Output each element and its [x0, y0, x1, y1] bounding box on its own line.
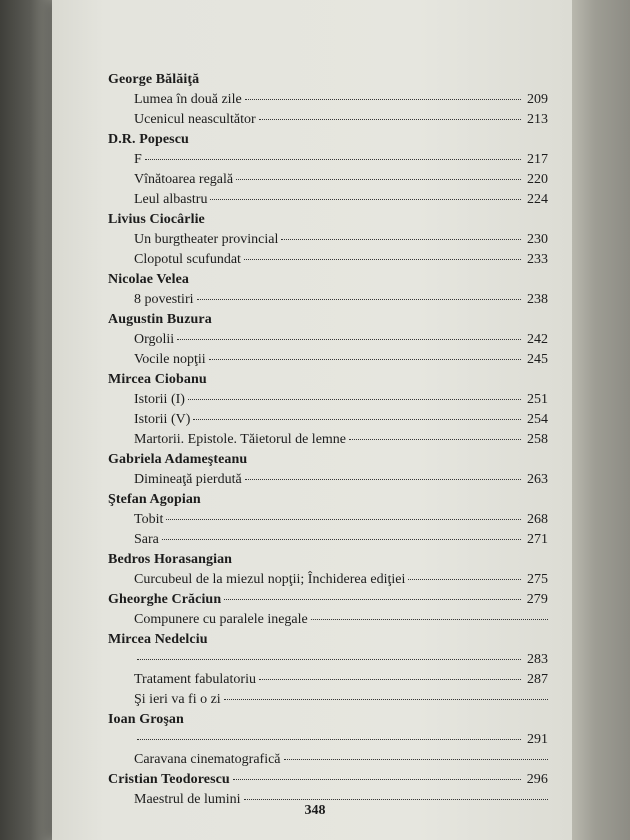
leader-dots [188, 399, 521, 400]
toc-entry [108, 470, 548, 490]
toc-entry [108, 650, 548, 670]
toc-entry [108, 750, 548, 770]
leader-dots [259, 119, 521, 120]
toc-entry [108, 570, 548, 590]
toc-entry [108, 390, 548, 410]
toc-entry-title: Lumea în două zile [134, 92, 242, 107]
toc-entry-title: Martorii. Epistole. Tăietorul de lemne [134, 432, 347, 447]
toc-author: Mircea Nedelciu [108, 632, 208, 647]
toc-entry-title: Tobit [134, 512, 164, 527]
toc-page-number: 263 [527, 472, 548, 487]
toc-author-name: Cristian Teodorescu [108, 772, 230, 787]
toc-entry [108, 430, 548, 450]
toc-entry [108, 330, 548, 350]
toc-entry-title: Tratament fabulatoriu [134, 672, 256, 687]
leader-dots [311, 619, 548, 620]
toc-entry [108, 90, 548, 110]
toc-author: Ioan Groşan [108, 712, 184, 727]
toc-entry-title: F [134, 152, 142, 167]
leader-dots [245, 479, 521, 480]
toc-entry-title: Vocile nopţii [134, 352, 206, 367]
toc-entry [108, 250, 548, 270]
toc-author: George Bălăiţă [108, 72, 200, 87]
toc-page-number: 224 [527, 192, 548, 207]
toc-entry [108, 670, 548, 690]
toc-entry [108, 350, 548, 370]
toc-entry-title: Clopotul scufundat [134, 252, 241, 267]
leader-dots [137, 659, 521, 660]
toc-entry-title: Leul albastru [134, 192, 208, 207]
leader-dots [224, 599, 521, 600]
toc-page-number: 283 [527, 652, 548, 667]
toc-entry [108, 150, 548, 170]
toc-author: Ştefan Agopian [108, 492, 201, 507]
leader-dots [166, 519, 521, 520]
table-of-contents [108, 70, 548, 810]
toc-page-number: 213 [527, 112, 548, 127]
toc-author: Bedros Horasangian [108, 552, 233, 567]
leader-dots [210, 199, 521, 200]
toc-page-number: 291 [527, 732, 548, 747]
toc-page-number: 268 [527, 512, 548, 527]
toc-page-number: 209 [527, 92, 548, 107]
leader-dots [177, 339, 521, 340]
toc-entry-title: Orgolii [134, 332, 175, 347]
toc-entry [108, 610, 548, 630]
toc-author: Mircea Ciobanu [108, 372, 207, 387]
toc-page-number: 258 [527, 432, 548, 447]
leader-dots [233, 779, 521, 780]
toc-entry-title: 8 povestiri [134, 292, 194, 307]
toc-page-number: 296 [526, 772, 548, 787]
page-number: 348 [304, 803, 326, 818]
toc-entry-title: Maestrul de lumini [134, 792, 241, 807]
toc-page-number: 242 [527, 332, 548, 347]
toc-page-number: 271 [527, 532, 548, 547]
leader-dots [245, 99, 521, 100]
toc-page-number: 251 [527, 392, 548, 407]
toc-author-name: Gheorghe Crăciun [108, 592, 222, 607]
toc-entry [108, 230, 548, 250]
toc-entry [108, 530, 548, 550]
leader-dots [284, 759, 548, 760]
toc-author: D.R. Popescu [108, 132, 189, 147]
leader-dots [145, 159, 521, 160]
toc-entry-title: Un burgtheater provincial [134, 232, 279, 247]
toc-entry-title: Dimineaţă pierdută [134, 472, 242, 487]
toc-entry-title: Caravana cinematografică [134, 752, 281, 767]
toc-page-number: 217 [527, 152, 548, 167]
leader-dots [162, 539, 521, 540]
toc-page-number: 275 [527, 572, 548, 587]
book-spine-shadow [0, 0, 52, 840]
toc-author: Livius Ciocârlie [108, 212, 205, 227]
toc-entry [108, 410, 548, 430]
toc-author: Gabriela Adameşteanu [108, 452, 248, 467]
toc-entry [108, 170, 548, 190]
toc-author [108, 590, 548, 610]
toc-entry-title: Sara [134, 532, 159, 547]
toc-page-number: 287 [527, 672, 548, 687]
leader-dots [193, 419, 521, 420]
toc-author [108, 770, 548, 790]
page-edges [572, 0, 630, 840]
toc-entry-title: Compunere cu paralele inegale [134, 612, 308, 627]
toc-entry [108, 690, 548, 710]
leader-dots [236, 179, 521, 180]
toc-entry-title: Istorii (V) [134, 412, 191, 427]
toc-entry [108, 110, 548, 130]
toc-entry [108, 290, 548, 310]
leader-dots [408, 579, 521, 580]
leader-dots [244, 799, 548, 800]
leader-dots [259, 679, 521, 680]
toc-entry-title: Vînătoarea regală [134, 172, 234, 187]
leader-dots [244, 259, 521, 260]
leader-dots [281, 239, 521, 240]
toc-entry [108, 730, 548, 750]
toc-entry-title: Istorii (I) [134, 392, 185, 407]
leader-dots [209, 359, 521, 360]
toc-author: Nicolae Velea [108, 272, 190, 287]
leader-dots [349, 439, 521, 440]
toc-entry [108, 190, 548, 210]
leader-dots [197, 299, 522, 300]
toc-page-number: 245 [527, 352, 548, 367]
leader-dots [137, 739, 521, 740]
toc-page-number: 254 [527, 412, 548, 427]
toc-entry [108, 510, 548, 530]
leader-dots [224, 699, 548, 700]
toc-page-number: 230 [527, 232, 548, 247]
toc-author: Augustin Buzura [108, 312, 212, 327]
toc-entry-title: Şi ieri va fi o zi [134, 692, 221, 707]
toc-page-number: 238 [527, 292, 548, 307]
toc-entry-title: Ucenicul neascultător [134, 112, 256, 127]
toc-page-number: 220 [527, 172, 548, 187]
toc-page-number: 279 [526, 592, 548, 607]
toc-page-number: 233 [527, 252, 548, 267]
toc-entry-title: Curcubeul de la miezul nopţii; Închiderea ediţiei [134, 572, 406, 587]
